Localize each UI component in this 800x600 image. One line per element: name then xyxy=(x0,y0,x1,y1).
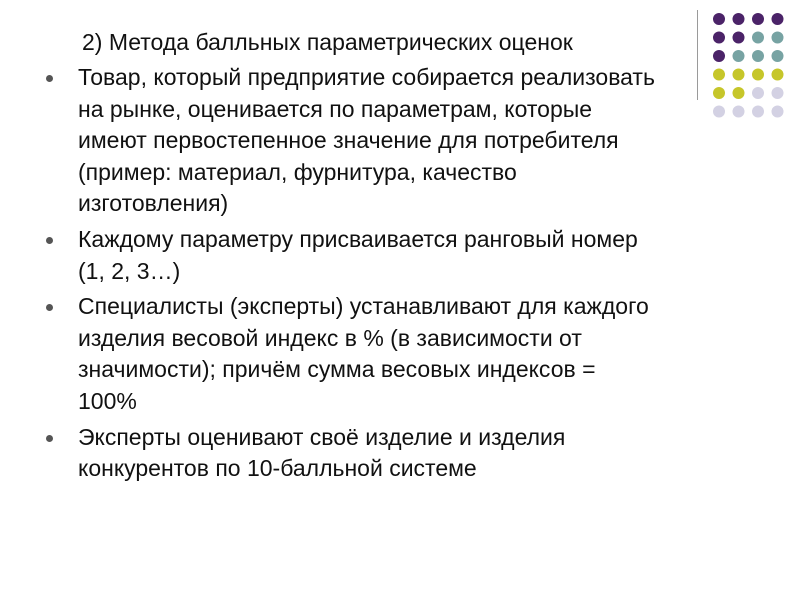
decorative-dot xyxy=(772,106,784,118)
bullet-line: на рынке, оценивается по параметрам, которые xyxy=(78,95,593,122)
decorative-dot xyxy=(772,69,784,81)
decorative-dot xyxy=(752,87,764,99)
decorative-dot xyxy=(752,69,764,81)
decorative-dot xyxy=(733,50,745,62)
bullet-item-2 xyxy=(40,224,720,287)
bullet-item-3 xyxy=(40,291,720,417)
bullet-line: (1, 2, 3…) xyxy=(78,257,181,284)
decorative-dot xyxy=(752,106,764,118)
slide-title: 2) Метода балльных параметрических оценок xyxy=(82,29,573,55)
bullet-dot-icon xyxy=(46,75,53,82)
decorative-dot xyxy=(733,69,745,81)
bullet-item-4 xyxy=(40,422,720,485)
bullet-line: изготовления) xyxy=(78,190,229,217)
bullet-dot-icon xyxy=(46,304,53,311)
bullet-dot-icon xyxy=(46,435,53,442)
bullet-line: изделия весовой индекс в % (в зависимости от xyxy=(78,324,582,351)
bullet-line: имеют первостепенное значение для потребителя xyxy=(78,127,619,154)
decorative-dot xyxy=(713,32,725,44)
bullet-line: Специалисты (эксперты) устанавливают для каждого xyxy=(78,293,649,320)
decorative-dot xyxy=(733,87,745,99)
decorative-dot xyxy=(772,87,784,99)
bullet-list xyxy=(40,62,720,489)
bullet-line: Каждому параметру присваивается ранговый номер xyxy=(78,225,638,252)
bullet-item-1 xyxy=(40,62,720,220)
bullet-line: значимости); причём сумма весовых индексов = xyxy=(78,356,596,383)
bullet-line: конкурентов по 10-балльной системе xyxy=(78,455,477,482)
decorative-dot xyxy=(733,32,745,44)
decorative-dot xyxy=(772,50,784,62)
bullet-dot-icon xyxy=(46,237,53,244)
decorative-dot xyxy=(752,32,764,44)
decorative-dot xyxy=(733,13,745,25)
bullet-line: (пример: материал, фурнитура, качество xyxy=(78,158,517,185)
bullet-line: Товар, который предприятие собирается реализовать xyxy=(78,64,655,90)
bullet-line: 100% xyxy=(78,387,137,414)
decorative-dot xyxy=(772,13,784,25)
decorative-dot xyxy=(733,106,745,118)
decorative-dot xyxy=(713,13,725,25)
decorative-dot xyxy=(713,50,725,62)
decorative-dot xyxy=(752,13,764,25)
bullet-line: Эксперты оценивают своё изделие и изделия xyxy=(78,423,566,450)
decorative-dot xyxy=(772,32,784,44)
decorative-dot xyxy=(752,50,764,62)
